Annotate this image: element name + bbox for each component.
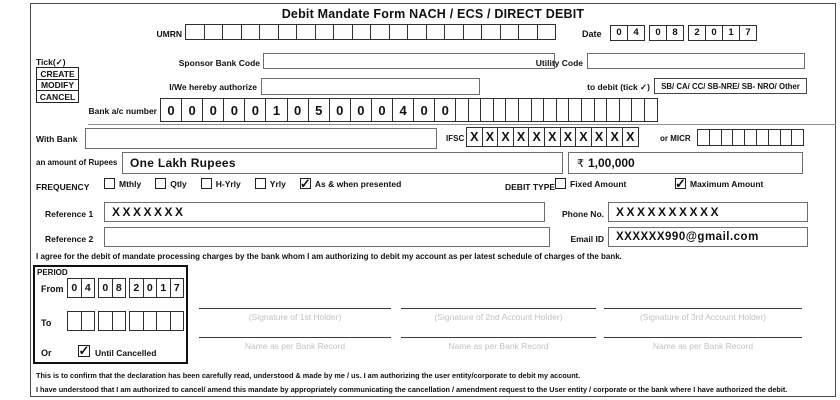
- phone-field[interactable]: [608, 202, 808, 222]
- signature-column-3: [602, 300, 804, 364]
- box-cell[interactable]: 2: [688, 25, 706, 41]
- box-cell[interactable]: 0: [244, 98, 266, 122]
- box-cell[interactable]: X: [560, 127, 577, 147]
- box-cell[interactable]: 0: [329, 98, 351, 122]
- box-cell[interactable]: 7: [739, 25, 757, 41]
- box-cell[interactable]: X: [482, 127, 499, 147]
- account-number-cells: [160, 98, 456, 122]
- signature-line-2: [401, 308, 596, 309]
- box-cell[interactable]: [791, 129, 804, 146]
- box-cell[interactable]: [112, 311, 127, 331]
- box-cell[interactable]: X: [497, 127, 514, 147]
- date-cells: [610, 25, 757, 41]
- box-cell[interactable]: 0: [649, 25, 667, 41]
- box-cell[interactable]: [606, 98, 620, 122]
- phone-value: XXXXXXXXXX: [616, 205, 722, 219]
- cell-group: [688, 25, 757, 41]
- box-cell[interactable]: X: [513, 127, 530, 147]
- box-cell[interactable]: 0: [413, 98, 435, 122]
- cell-group: [649, 25, 684, 41]
- box-cell[interactable]: X: [575, 127, 592, 147]
- period-to-cells: [67, 311, 187, 331]
- ifsc-cells: [466, 127, 639, 147]
- box-cell[interactable]: 4: [81, 278, 96, 298]
- box-cell[interactable]: [505, 98, 519, 122]
- fixed-amount-label: Fixed Amount: [570, 178, 627, 189]
- box-cell[interactable]: 4: [392, 98, 414, 122]
- frequency-options: [104, 175, 402, 191]
- box-cell[interactable]: [480, 98, 494, 122]
- box-cell[interactable]: 8: [112, 278, 127, 298]
- to-debit-options-text: SB/ CA/ CC/ SB-NRE/ SB- NRO/ Other: [661, 81, 800, 91]
- yrly-label: Yrly: [269, 178, 286, 189]
- name-label-1: Name as per Bank Record: [244, 341, 346, 351]
- utility-code-field[interactable]: [587, 53, 805, 69]
- email-value: XXXXXX990@gmail.com: [616, 231, 759, 243]
- name-label-3: Name as per Bank Record: [652, 341, 754, 351]
- ifsc-label: IFSC: [446, 134, 465, 143]
- account-number-empty-cells: [455, 98, 658, 122]
- box-cell[interactable]: [631, 98, 645, 122]
- cell-group: [610, 25, 645, 41]
- box-cell[interactable]: [481, 24, 501, 40]
- box-cell[interactable]: 0: [143, 278, 158, 298]
- box-cell[interactable]: [468, 98, 482, 122]
- box-cell[interactable]: [81, 311, 96, 331]
- micr-label: or MICR: [660, 134, 691, 143]
- box-cell[interactable]: 8: [666, 25, 684, 41]
- phone-label: Phone No.: [561, 209, 604, 219]
- box-cell[interactable]: [296, 24, 316, 40]
- name-line-1: [199, 337, 391, 338]
- box-cell[interactable]: 5: [308, 98, 330, 122]
- box-cell[interactable]: 7: [170, 278, 185, 298]
- box-cell[interactable]: [67, 311, 82, 331]
- declaration-line-2: I have understood that I am authorized to cancel/ amend this mandate by appropriately communicating the cancellation / amendment request to the User entity / corporate or the bank where I have authorized the debit.: [36, 385, 788, 394]
- reference1-field[interactable]: [104, 202, 545, 222]
- reference1-value: XXXXXXX: [112, 205, 186, 219]
- box-cell[interactable]: [241, 24, 261, 40]
- signature-label-3: (Signature of 3rd Account Holder): [639, 312, 767, 322]
- box-cell[interactable]: [407, 24, 427, 40]
- tick-label: Tick(✓): [36, 57, 66, 67]
- signature-column-1: [197, 300, 393, 364]
- box-cell[interactable]: [518, 98, 532, 122]
- box-cell[interactable]: [370, 24, 390, 40]
- box-cell[interactable]: [455, 98, 469, 122]
- frequency-option-yrly[interactable]: [255, 178, 286, 189]
- to-debit-options-box[interactable]: [654, 78, 807, 94]
- cell-group: [129, 311, 184, 331]
- box-cell[interactable]: [463, 24, 483, 40]
- box-cell[interactable]: [143, 311, 158, 331]
- box-cell[interactable]: X: [622, 127, 639, 147]
- cell-group: [98, 278, 126, 298]
- as-when-presented-checkbox[interactable]: ✓: [299, 175, 311, 191]
- signature-line-1: [199, 308, 391, 309]
- tick-option-cancel[interactable]: CANCEL: [36, 90, 79, 103]
- box-cell[interactable]: [543, 98, 557, 122]
- box-cell[interactable]: [170, 311, 185, 331]
- reference2-field[interactable]: [104, 227, 550, 247]
- box-cell[interactable]: X: [466, 127, 483, 147]
- box-cell[interactable]: 4: [627, 25, 645, 41]
- box-cell[interactable]: 1: [722, 25, 740, 41]
- name-line-3: [604, 337, 802, 338]
- maximum-amount-checkbox[interactable]: ✓: [675, 175, 686, 191]
- micr-cells: [697, 129, 804, 146]
- box-cell[interactable]: 0: [287, 98, 309, 122]
- until-cancelled-label: Until Cancelled: [95, 348, 157, 358]
- box-cell[interactable]: 0: [610, 25, 628, 41]
- with-bank-field[interactable]: [85, 128, 437, 149]
- signature-label-1: (Signature of 1st Holder): [248, 312, 342, 322]
- debit-type-label: DEBIT TYPE: [505, 182, 556, 192]
- box-cell[interactable]: [594, 98, 608, 122]
- amount-words-field[interactable]: [122, 152, 563, 174]
- reference2-label: Reference 2: [45, 234, 94, 244]
- box-cell[interactable]: X: [591, 127, 608, 147]
- box-cell[interactable]: X: [528, 127, 545, 147]
- email-field[interactable]: [608, 227, 808, 247]
- form-title: Debit Mandate Form NACH / ECS / DIRECT DEBIT: [281, 7, 585, 21]
- period-box: [33, 265, 188, 364]
- sponsor-bank-code-label: Sponsor Bank Code: [178, 58, 260, 68]
- qtly-checkbox[interactable]: [155, 178, 166, 189]
- period-from-cells: [67, 278, 187, 298]
- box-cell[interactable]: [278, 24, 298, 40]
- box-cell[interactable]: 0: [67, 278, 82, 298]
- box-cell[interactable]: [389, 24, 409, 40]
- frequency-option-h-yrly[interactable]: [201, 178, 241, 189]
- box-cell[interactable]: [556, 98, 570, 122]
- box-cell[interactable]: [185, 24, 205, 40]
- cell-group: [67, 278, 95, 298]
- authorize-label: I/We hereby authorize: [169, 82, 257, 92]
- mthly-checkbox[interactable]: [104, 178, 115, 189]
- mthly-label: Mthly: [119, 178, 142, 189]
- frequency-label: FREQUENCY: [36, 182, 90, 192]
- reference1-label: Reference 1: [45, 209, 94, 219]
- box-cell[interactable]: 0: [181, 98, 203, 122]
- tick-options: [36, 67, 79, 103]
- box-cell[interactable]: 0: [350, 98, 372, 122]
- debit-type-option-maximum[interactable]: [675, 175, 764, 191]
- signature-label-2: (Signature of 2nd Account Holder): [434, 312, 563, 322]
- amount-words-label: an amount of Rupees: [36, 158, 118, 167]
- box-cell[interactable]: [500, 24, 520, 40]
- until-cancelled-checkbox[interactable]: ✓: [78, 343, 90, 358]
- box-cell[interactable]: 0: [223, 98, 245, 122]
- box-cell[interactable]: [259, 24, 279, 40]
- name-label-2: Name as per Bank Record: [448, 341, 549, 351]
- umrn-label: UMRN: [156, 29, 182, 39]
- box-cell[interactable]: 1: [265, 98, 287, 122]
- yrly-checkbox[interactable]: [255, 178, 266, 189]
- email-label: Email ID: [570, 234, 604, 244]
- box-cell[interactable]: X: [606, 127, 623, 147]
- amount-figures-value: 1,00,000: [588, 156, 635, 170]
- box-cell[interactable]: 1: [156, 278, 171, 298]
- box-cell[interactable]: [518, 24, 538, 40]
- box-cell[interactable]: 0: [371, 98, 393, 122]
- cell-group: [67, 311, 95, 331]
- frequency-option-mthly[interactable]: [104, 178, 141, 189]
- cell-group: [129, 278, 184, 298]
- as-when-presented-label: As & when presented: [314, 178, 402, 189]
- cell-group: [98, 311, 126, 331]
- box-cell[interactable]: [537, 24, 557, 40]
- box-cell[interactable]: 0: [98, 278, 113, 298]
- declaration-line-1: This is to confirm that the declaration has been carefully read, understood & made by me / us. I am authorizing the user entity/corporate to debit my account.: [36, 371, 581, 380]
- box-cell[interactable]: [129, 311, 144, 331]
- period-or-label: Or: [41, 348, 52, 358]
- with-bank-label: With Bank: [36, 134, 78, 144]
- section-divider: [88, 124, 836, 125]
- frequency-option-as-when-presented[interactable]: [299, 175, 402, 191]
- box-cell[interactable]: [568, 98, 582, 122]
- rupee-sign: ₹: [577, 156, 584, 170]
- utility-code-label: Utility Code: [535, 58, 583, 68]
- box-cell[interactable]: [222, 24, 242, 40]
- h-yrly-label: H-Yrly: [215, 178, 241, 189]
- period-to-label: To: [41, 318, 52, 328]
- box-cell[interactable]: [581, 98, 595, 122]
- charges-note: I agree for the debit of mandate processing charges by the bank whom I am authorizing to debit my account as per latest schedule of charges of the bank.: [36, 252, 622, 261]
- box-cell[interactable]: X: [544, 127, 561, 147]
- maximum-amount-label: Maximum Amount: [690, 178, 764, 189]
- h-yrly-checkbox[interactable]: [201, 178, 212, 189]
- box-cell[interactable]: [493, 98, 507, 122]
- box-cell[interactable]: [444, 24, 464, 40]
- authorize-field[interactable]: [261, 78, 480, 95]
- box-cell[interactable]: [204, 24, 224, 40]
- box-cell[interactable]: [531, 98, 545, 122]
- tick-option-create[interactable]: CREATE: [36, 67, 79, 80]
- signature-line-3: [604, 308, 802, 309]
- box-cell[interactable]: [156, 311, 171, 331]
- box-cell[interactable]: [426, 24, 446, 40]
- box-cell[interactable]: [98, 311, 113, 331]
- fixed-amount-checkbox[interactable]: [555, 178, 566, 189]
- box-cell[interactable]: 0: [202, 98, 224, 122]
- date-label: Date: [582, 29, 602, 39]
- debit-type-option-fixed[interactable]: [555, 178, 626, 189]
- box-cell[interactable]: [644, 98, 658, 122]
- qtly-label: Qtly: [170, 178, 187, 189]
- box-cell[interactable]: [333, 24, 353, 40]
- period-from-label: From: [41, 284, 64, 294]
- box-cell[interactable]: 0: [160, 98, 182, 122]
- name-line-2: [401, 337, 596, 338]
- account-number-label: Bank a/c number: [88, 106, 157, 116]
- box-cell[interactable]: [315, 24, 335, 40]
- box-cell[interactable]: 2: [129, 278, 144, 298]
- box-cell[interactable]: [352, 24, 372, 40]
- period-label: PERIOD: [37, 268, 68, 277]
- amount-figures-field[interactable]: [568, 152, 803, 174]
- amount-words-value: One Lakh Rupees: [130, 156, 236, 170]
- tick-option-modify[interactable]: MODIFY: [36, 79, 79, 92]
- umrn-cells: [185, 24, 556, 40]
- box-cell[interactable]: 0: [705, 25, 723, 41]
- signature-column-2: [399, 300, 598, 364]
- frequency-option-qtly[interactable]: [155, 178, 187, 189]
- to-debit-label: to debit (tick ✓): [587, 82, 650, 92]
- box-cell[interactable]: 0: [434, 98, 456, 122]
- box-cell[interactable]: [619, 98, 633, 122]
